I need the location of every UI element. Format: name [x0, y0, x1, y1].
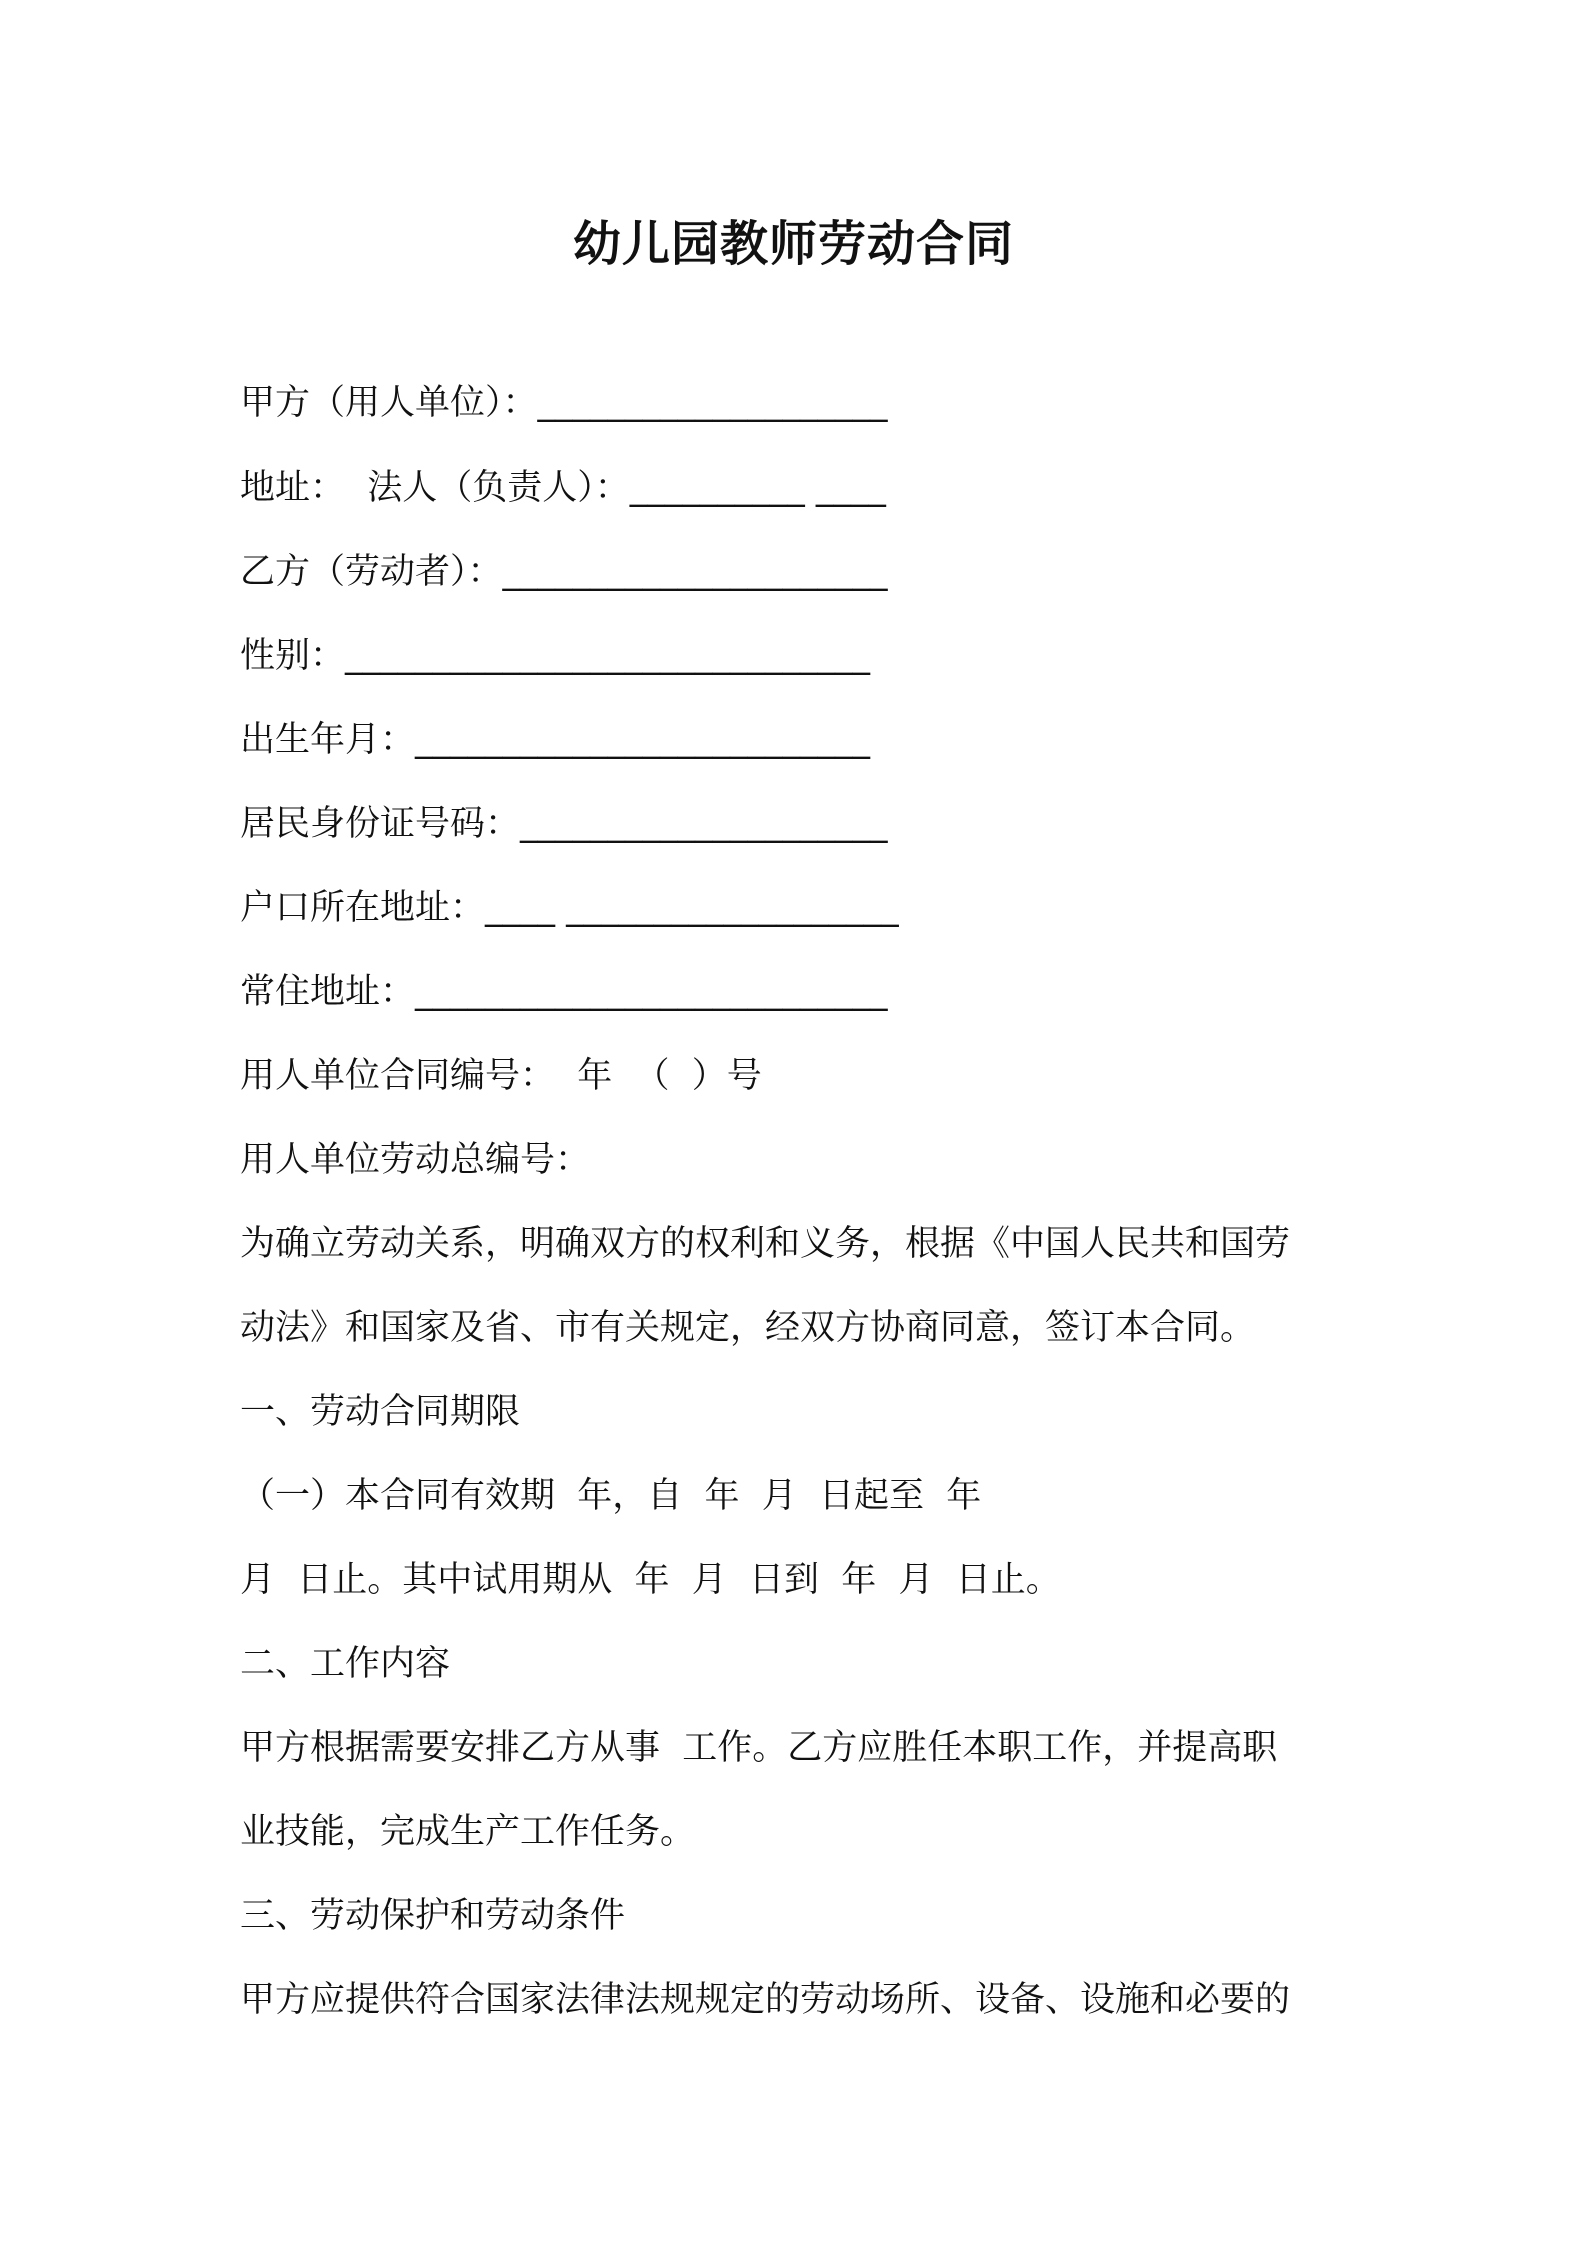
section-heading-protection: 三、劳动保护和劳动条件 — [240, 1896, 626, 1936]
id-number-field: 居民身份证号码：_____________________ — [240, 804, 888, 844]
term-line-2: 月 日止。其中试用期从 年 月 日到 年 月 日止。 — [240, 1560, 1061, 1600]
residence-address-field: 常住地址：___________________________ — [240, 972, 888, 1012]
labor-total-number-field: 用人单位劳动总编号： — [240, 1140, 591, 1180]
party-a-field: 甲方（用人单位）：____________________ — [240, 383, 888, 423]
section-heading-term: 一、劳动合同期限 — [240, 1392, 521, 1432]
gender-field: 性别：______________________________ — [240, 636, 871, 676]
preamble-line-2: 动法》和国家及省、市有关规定，经双方协商同意，签订本合同。 — [240, 1308, 1256, 1348]
household-address-field: 户口所在地址：____ ___________________ — [240, 888, 899, 928]
document-title: 幼儿园教师劳动合同 — [572, 216, 1014, 272]
birth-date-field: 出生年月：__________________________ — [240, 720, 871, 760]
section-heading-work-content: 二、工作内容 — [240, 1644, 451, 1684]
work-content-line-2: 业技能，完成生产工作任务。 — [240, 1812, 696, 1852]
work-content-line-1: 甲方根据需要安排乙方从事 工作。乙方应胜任本职工作，并提高职 — [240, 1728, 1278, 1768]
contract-number-field: 用人单位合同编号： 年 （ ）号 — [240, 1056, 762, 1096]
party-b-field: 乙方（劳动者）：______________________ — [240, 552, 888, 592]
protection-line-1: 甲方应提供符合国家法律法规规定的劳动场所、设备、设施和必要的 — [240, 1980, 1291, 2020]
address-legal-person-field: 地址： 法人（负责人）：__________ ____ — [240, 468, 886, 508]
term-line-1: （一）本合同有效期 年，自 年 月 日起至 年 — [240, 1476, 982, 1516]
preamble-line-1: 为确立劳动关系，明确双方的权利和义务，根据《中国人民共和国劳 — [240, 1224, 1291, 1264]
